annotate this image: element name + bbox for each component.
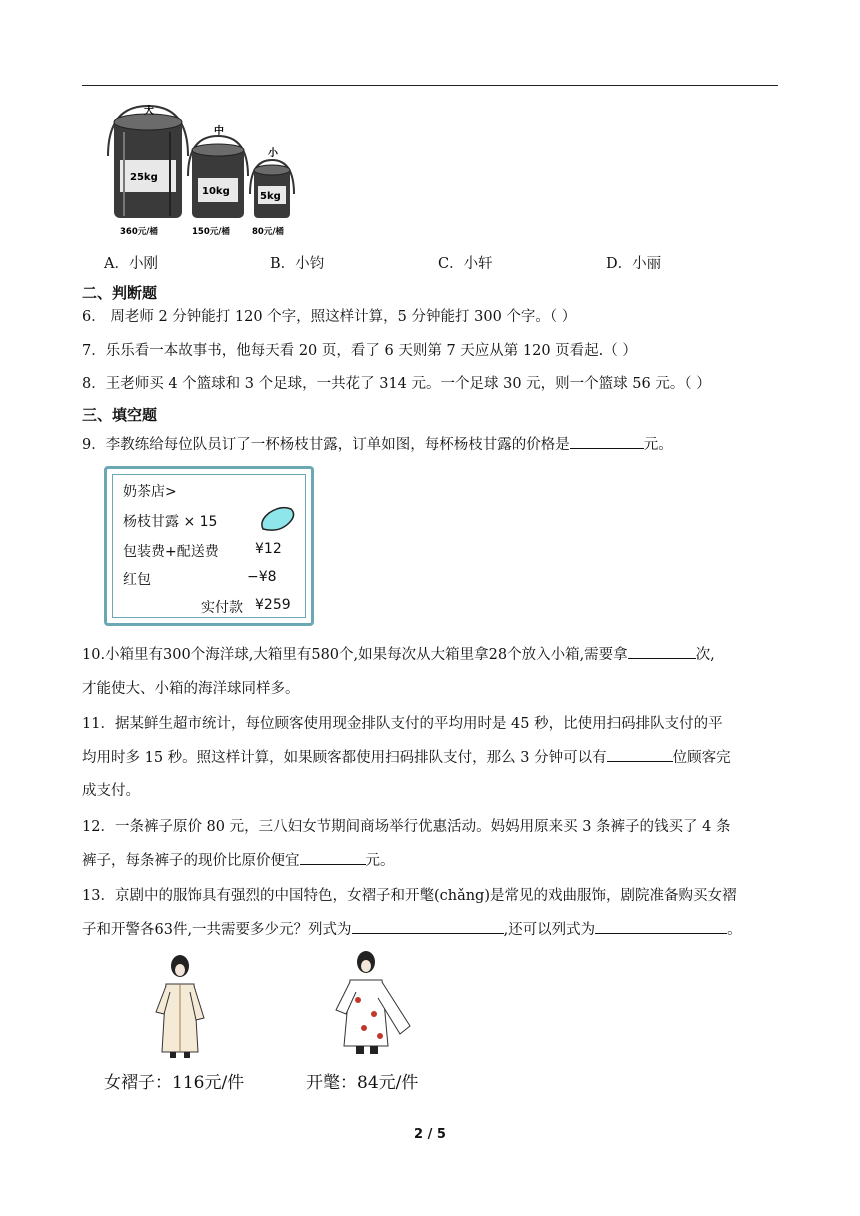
question-12-line-1: 12．一条裤子原价 80 元，三八妇女节期间商场举行优惠活动。妈妈用原来买 3 条裤子的钱买了 4 条 <box>82 819 731 835</box>
question-10-line-2: 才能使大、小箱的海洋球同样多。 <box>82 681 300 697</box>
receipt-redpack-value: −¥8 <box>247 569 277 585</box>
question-8: 8．王老师买 4 个篮球和 3 个足球，一共花了 314 元。一个足球 30 元，则一个篮球 56 元。（ ） <box>82 376 711 392</box>
weight-small-label: 5kg <box>260 191 281 202</box>
question-13-line-2 <box>82 919 742 940</box>
weight-large-label: 25kg <box>130 172 158 183</box>
caption-female-pleat-robe: 女褶子：116元/件 <box>104 1073 245 1093</box>
answer-blank-12[interactable] <box>300 850 366 865</box>
price-large-label: 360元/桶 <box>120 227 158 237</box>
order-receipt <box>104 466 314 626</box>
question-9-text: 9．李教练给每位队员订了一杯杨枝甘露，订单如图，每杯杨枝甘露的价格是 <box>82 437 570 453</box>
large-bucket <box>108 106 188 218</box>
question-10-text: 10.小箱里有300个海洋球,大箱里有580个,如果每次从大箱里拿28个放入小箱,需要拿 <box>82 647 628 663</box>
question-11-line-1: 11．据某鲜生超市统计，每位顾客使用现金排队支付的平均用时是 45 秒，比使用扫码排队支付的平 <box>82 716 723 732</box>
receipt-fee-value: ¥12 <box>255 541 282 557</box>
receipt-item: 杨枝甘露 × 15 <box>123 514 218 530</box>
question-13-text: 子和开警各63件,一共需要多少元？列式为 <box>82 922 352 938</box>
answer-blank-13b[interactable] <box>595 919 727 934</box>
section-title-fill-in: 三、填空题 <box>82 406 158 424</box>
question-13-end: 。 <box>727 922 742 938</box>
caption-kaichang-robe: 开氅：84元/件 <box>306 1073 419 1093</box>
size-medium-label: 中 <box>214 126 224 137</box>
price-medium-label: 150元/桶 <box>192 227 230 237</box>
question-11-line-3: 成支付。 <box>82 783 140 799</box>
size-small-label: 小 <box>268 148 278 159</box>
female-pleat-robe-figure <box>150 952 210 1062</box>
header-rule <box>82 85 778 86</box>
page-number: 2 / 5 <box>414 1127 446 1142</box>
question-12-text: 裤子，每条裤子的现价比原价便宜 <box>82 853 300 869</box>
question-10-line-1 <box>82 644 715 665</box>
smudge-icon <box>257 505 297 533</box>
small-bucket <box>250 160 294 218</box>
question-11-text: 均用时多 15 秒。照这样计算，如果顾客都使用扫码排队支付，那么 3 分钟可以有 <box>82 750 607 766</box>
option-a[interactable]: A．小刚 <box>104 256 158 272</box>
medium-bucket <box>188 136 248 218</box>
section-title-judgement: 二、判断题 <box>82 284 158 302</box>
option-c[interactable]: C．小轩 <box>438 256 493 272</box>
size-large-label: 大 <box>144 106 154 117</box>
kaichang-robe-figure <box>330 948 420 1062</box>
option-b[interactable]: B．小钧 <box>270 256 325 272</box>
question-12-line-2 <box>82 850 395 871</box>
question-11-tail: 位顾客完 <box>672 750 731 766</box>
weight-medium-label: 10kg <box>202 186 230 197</box>
price-small-label: 80元/桶 <box>252 227 284 237</box>
question-13-mid: ,还可以列式为 <box>503 922 596 938</box>
question-12-unit: 元。 <box>365 853 395 869</box>
question-9 <box>82 434 673 455</box>
receipt-redpack-label: 红包 <box>123 572 151 588</box>
question-13-line-1: 13．京剧中的服饰具有强烈的中国特色，女褶子和开氅(chǎng)是常见的戏曲服饰，剧院准备购买女褶 <box>82 888 737 904</box>
answer-blank-10[interactable] <box>628 644 696 659</box>
answer-blank-9[interactable] <box>570 434 644 449</box>
question-10-unit: 次, <box>695 647 715 663</box>
answer-blank-11[interactable] <box>607 747 673 762</box>
receipt-fee-label: 包装费+配送费 <box>123 544 219 560</box>
bucket-figure <box>100 98 332 240</box>
answer-blank-13a[interactable] <box>352 919 504 934</box>
question-11-line-2 <box>82 747 731 768</box>
question-7: 7．乐乐看一本故事书，他每天看 20 页，看了 6 天则第 7 天应从第 120 页看起.（ ） <box>82 343 637 359</box>
receipt-header: 奶茶店> <box>123 484 177 500</box>
receipt-total-value: ¥259 <box>255 597 291 613</box>
question-9-unit: 元。 <box>643 437 673 453</box>
receipt-total-label: 实付款 <box>201 600 243 616</box>
option-d[interactable]: D．小丽 <box>606 256 662 272</box>
question-6: 6． 周老师 2 分钟能打 120 个字，照这样计算，5 分钟能打 300 个字。（ ） <box>82 309 577 325</box>
